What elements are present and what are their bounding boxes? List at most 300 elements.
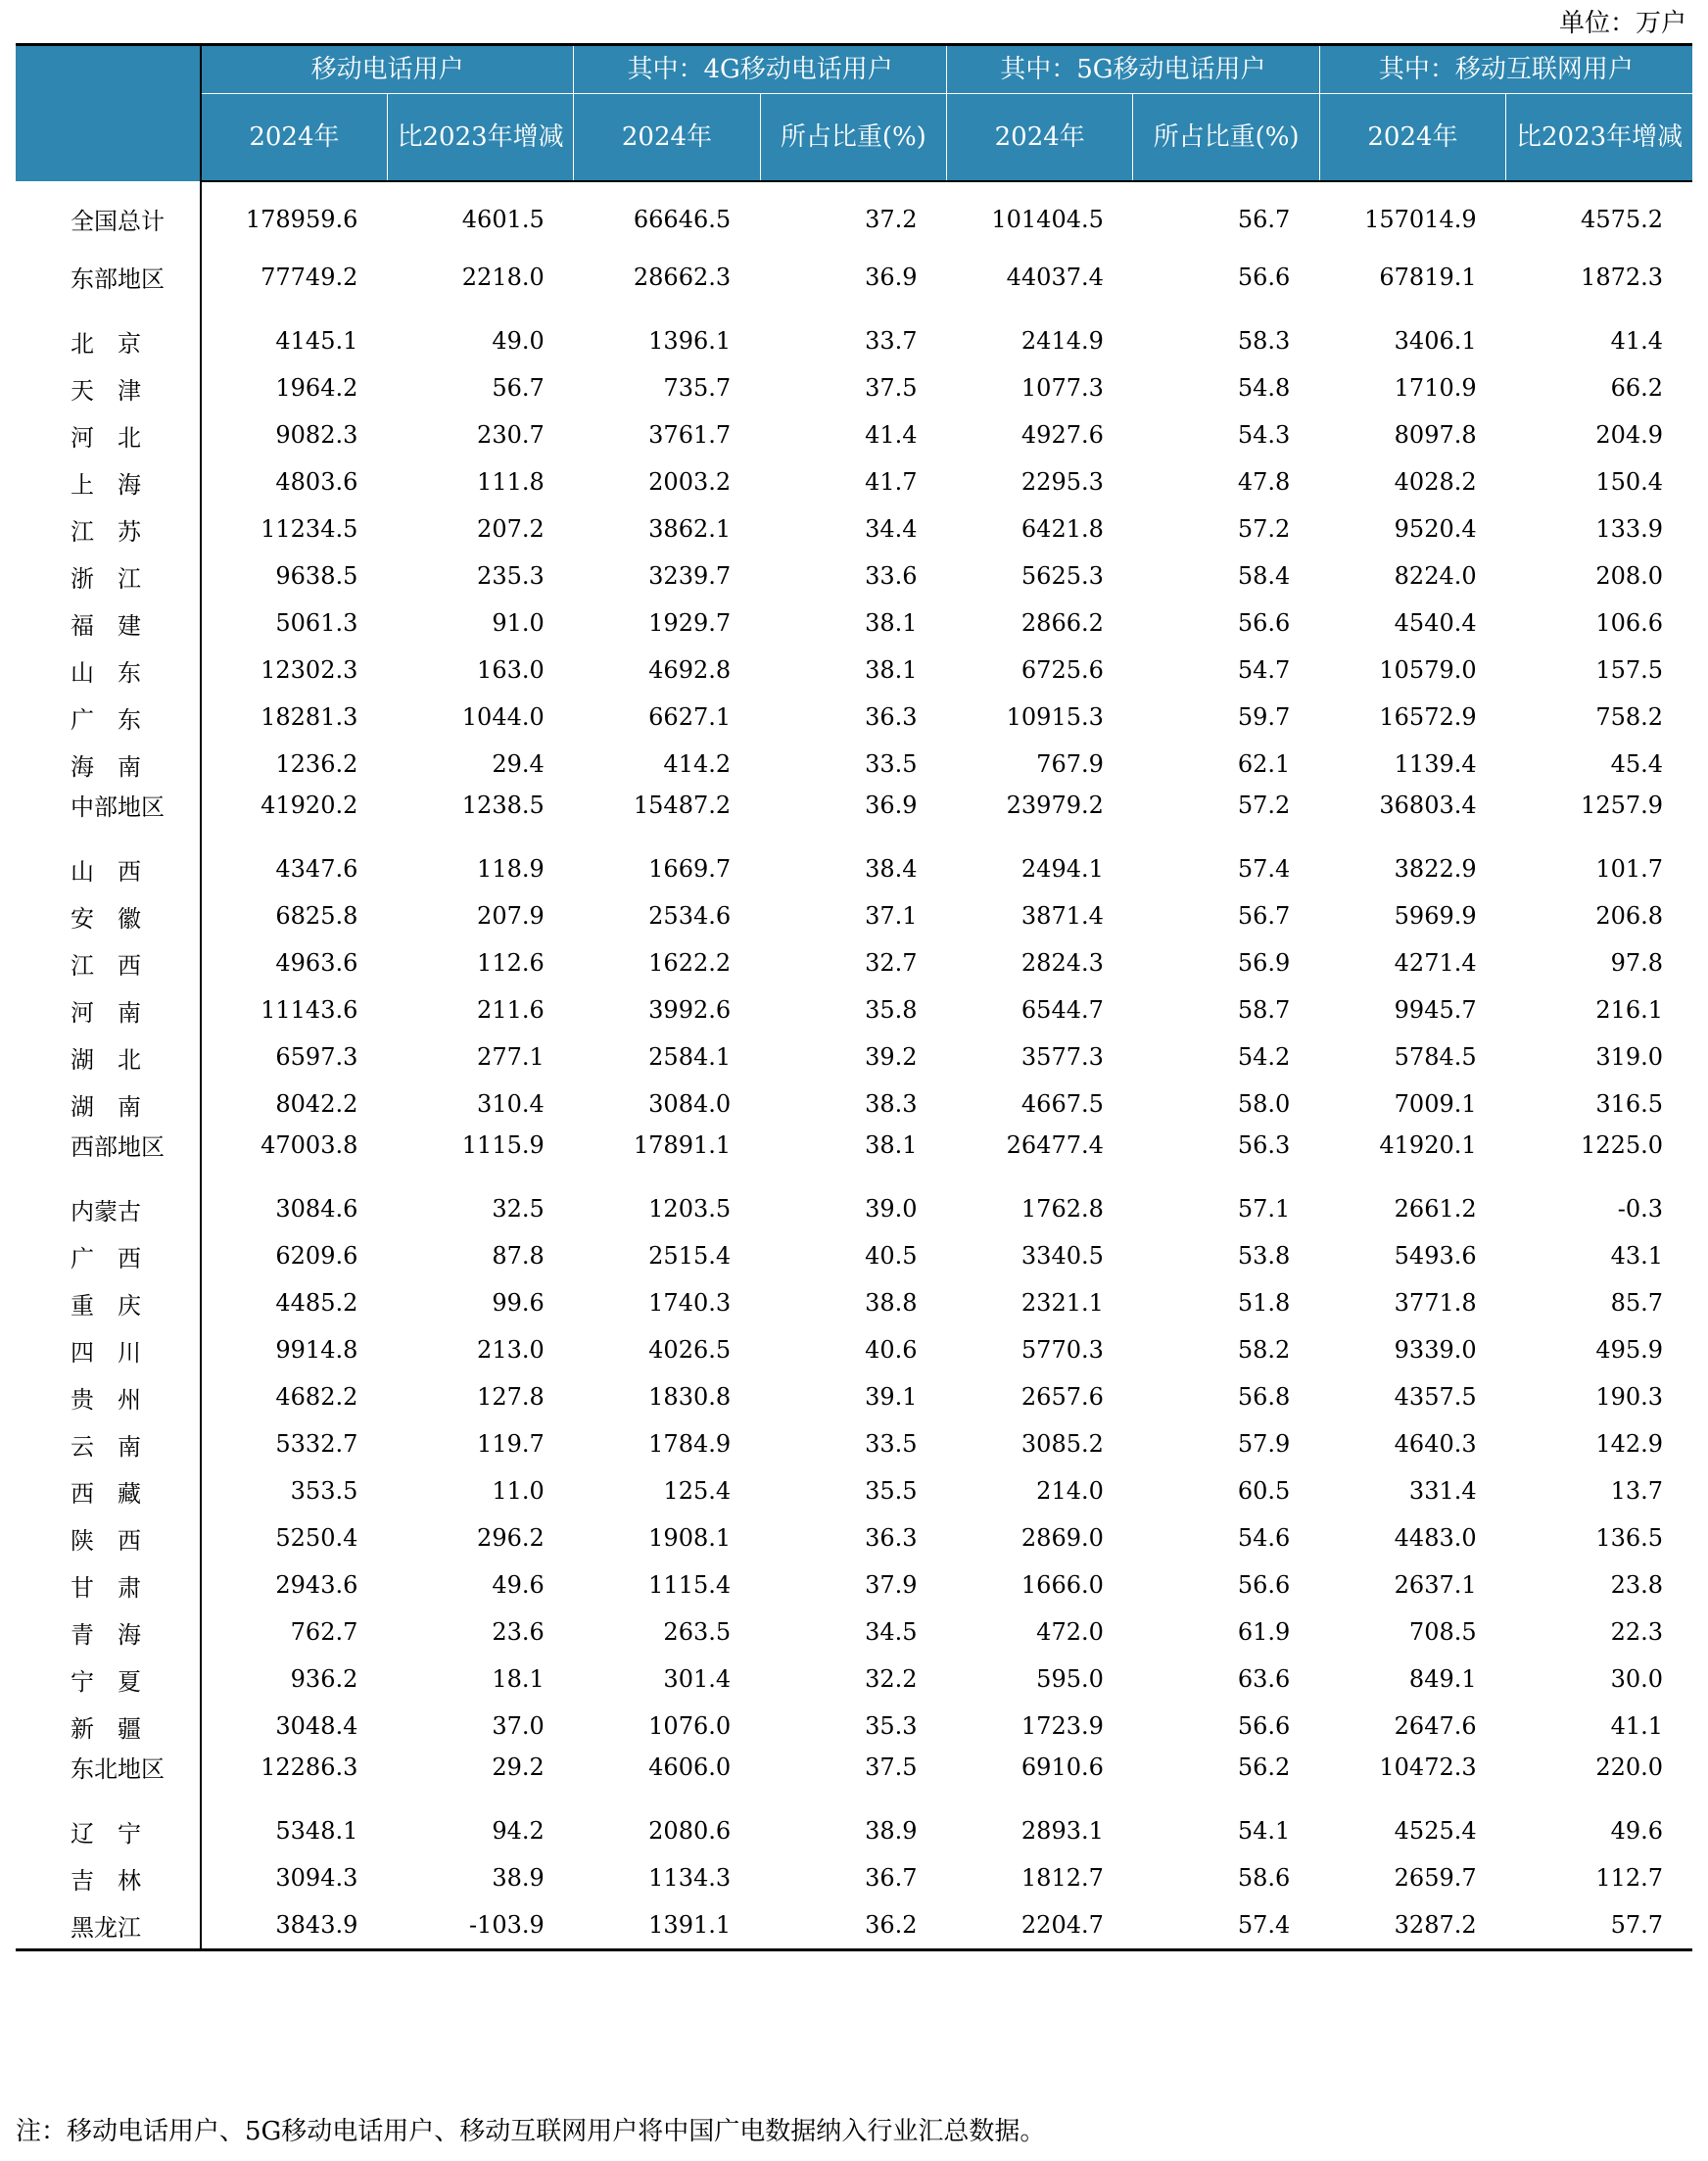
value-cell: 1076.0 — [648, 1712, 732, 1740]
value-cell: 29.2 — [492, 1753, 545, 1781]
row-label: 河 北 — [16, 411, 201, 458]
header-sub-cell: 比2023年增减 — [387, 94, 573, 182]
value-cell: 2295.3 — [1020, 468, 1104, 496]
header-sub-cell: 2024年 — [201, 94, 387, 182]
spacer-cell — [1506, 181, 1692, 202]
value-cell: 59.7 — [1237, 703, 1291, 731]
value-cell: 213.0 — [477, 1336, 545, 1364]
value-cell: 3048.4 — [275, 1712, 358, 1740]
value-cell: 38.9 — [492, 1864, 545, 1892]
province-row — [16, 1467, 1692, 1514]
row-label: 辽 宁 — [16, 1807, 201, 1854]
mobile-users-table — [16, 43, 1692, 1951]
value-cell: 26477.4 — [1006, 1130, 1104, 1159]
value-cell: 6627.1 — [648, 703, 732, 731]
value-cell: 38.1 — [865, 1130, 918, 1159]
value-cell: 8224.0 — [1394, 562, 1477, 590]
unit-label: 单位：万户 — [1558, 9, 1686, 38]
province-row — [16, 411, 1692, 458]
value-cell: 62.1 — [1237, 750, 1291, 778]
row-label: 浙 江 — [16, 552, 201, 600]
value-cell: 9339.0 — [1394, 1336, 1477, 1364]
value-cell: 1929.7 — [648, 609, 732, 637]
value-cell: 33.5 — [865, 1430, 918, 1458]
row-label: 全国总计 — [16, 202, 201, 236]
value-cell: 2866.2 — [1020, 609, 1104, 637]
row-label: 青 海 — [16, 1609, 201, 1656]
province-row — [16, 1656, 1692, 1703]
value-cell: 204.9 — [1595, 421, 1664, 449]
value-cell: 54.1 — [1237, 1817, 1291, 1845]
value-cell: 41920.2 — [261, 791, 358, 819]
value-cell: 4271.4 — [1394, 949, 1477, 977]
value-cell: 133.9 — [1595, 515, 1664, 543]
value-cell: 111.8 — [477, 468, 545, 496]
province-row — [16, 1326, 1692, 1373]
spacer-cell — [1133, 181, 1319, 202]
value-cell: 40.5 — [865, 1242, 918, 1270]
row-label: 甘 肃 — [16, 1561, 201, 1609]
spacer-cell — [1133, 822, 1319, 845]
value-cell: 5770.3 — [1020, 1336, 1104, 1364]
value-cell: 735.7 — [663, 374, 732, 402]
spacer-cell — [201, 1162, 387, 1185]
value-cell: 101404.5 — [991, 205, 1104, 233]
value-cell: 61.9 — [1237, 1618, 1291, 1646]
province-row — [16, 458, 1692, 505]
row-label: 北 京 — [16, 317, 201, 364]
value-cell: 1134.3 — [648, 1864, 732, 1892]
value-cell: 2321.1 — [1020, 1289, 1104, 1317]
value-cell: 32.2 — [865, 1665, 918, 1693]
spacer-cell — [1319, 1784, 1505, 1807]
spacer-cell — [574, 294, 760, 317]
value-cell: 56.7 — [1237, 902, 1291, 930]
spacer-cell — [760, 181, 946, 202]
value-cell: 49.6 — [492, 1571, 545, 1599]
value-cell: 47.8 — [1237, 468, 1291, 496]
row-label: 河 南 — [16, 986, 201, 1033]
value-cell: 18281.3 — [261, 703, 358, 731]
value-cell: 77749.2 — [261, 263, 358, 291]
header-sub-cell: 比2023年增减 — [1506, 94, 1692, 182]
value-cell: 5348.1 — [275, 1817, 358, 1845]
value-cell: 56.3 — [1237, 1130, 1291, 1159]
spacer-cell — [201, 822, 387, 845]
value-cell: 57.4 — [1237, 855, 1291, 883]
value-cell: 4485.2 — [275, 1289, 358, 1317]
row-label: 山 东 — [16, 647, 201, 694]
spacer-cell — [574, 1784, 760, 1807]
spacer-cell — [574, 1162, 760, 1185]
value-cell: 38.9 — [865, 1817, 918, 1845]
value-cell: 4540.4 — [1394, 609, 1477, 637]
value-cell: 1812.7 — [1020, 1864, 1104, 1892]
spacer-cell — [16, 181, 201, 202]
value-cell: 849.1 — [1408, 1665, 1477, 1693]
value-cell: 7009.1 — [1394, 1090, 1477, 1118]
value-cell: 1225.0 — [1581, 1130, 1664, 1159]
value-cell: 3287.2 — [1319, 1901, 1505, 1950]
row-label: 广 东 — [16, 694, 201, 741]
region-total-row — [16, 260, 1692, 294]
value-cell: 708.5 — [1408, 1618, 1477, 1646]
value-cell: 56.6 — [1237, 1712, 1291, 1740]
province-row — [16, 939, 1692, 986]
value-cell: 4606.0 — [648, 1753, 732, 1781]
value-cell: 10915.3 — [1006, 703, 1104, 731]
value-cell: 1236.2 — [275, 750, 358, 778]
province-row — [16, 1232, 1692, 1279]
spacer-cell — [387, 822, 573, 845]
value-cell: 40.6 — [865, 1336, 918, 1364]
table-body — [16, 181, 1692, 1950]
value-cell: 2515.4 — [648, 1242, 732, 1270]
value-cell: 595.0 — [1036, 1665, 1104, 1693]
value-cell: 85.7 — [1610, 1289, 1664, 1317]
value-cell: 33.7 — [865, 327, 918, 355]
value-cell: 58.4 — [1237, 562, 1291, 590]
spacer-cell — [1319, 822, 1505, 845]
spacer-cell — [760, 822, 946, 845]
value-cell: 11234.5 — [261, 515, 358, 543]
region-total-row — [16, 788, 1692, 822]
value-cell: 57.1 — [1237, 1195, 1291, 1223]
row-label: 湖 北 — [16, 1033, 201, 1080]
value-cell: 214.0 — [1036, 1477, 1104, 1505]
row-label: 陕 西 — [16, 1514, 201, 1561]
value-cell: 1203.5 — [648, 1195, 732, 1223]
row-label: 天 津 — [16, 364, 201, 411]
header-group-row — [16, 45, 1692, 94]
value-cell: 38.4 — [865, 855, 918, 883]
row-label: 东部地区 — [16, 260, 201, 294]
value-cell: 230.7 — [477, 421, 545, 449]
value-cell: 54.3 — [1237, 421, 1291, 449]
value-cell: 57.9 — [1237, 1430, 1291, 1458]
value-cell: 1740.3 — [648, 1289, 732, 1317]
header-corner-cell — [16, 45, 201, 182]
value-cell: 18.1 — [492, 1665, 545, 1693]
value-cell: 10472.3 — [1379, 1753, 1477, 1781]
value-cell: 495.9 — [1595, 1336, 1664, 1364]
value-cell: 4525.4 — [1394, 1817, 1477, 1845]
spacer-cell — [1133, 236, 1319, 260]
spacer-cell — [1133, 294, 1319, 317]
value-cell: -103.9 — [387, 1901, 573, 1950]
value-cell: 936.2 — [290, 1665, 358, 1693]
value-cell: 2647.6 — [1394, 1712, 1477, 1740]
value-cell: 1396.1 — [648, 327, 732, 355]
footnote: 注：移动电话用户、5G移动电话用户、移动互联网用户将中国广电数据纳入行业汇总数据。 — [16, 2117, 1046, 2146]
province-row — [16, 1373, 1692, 1420]
value-cell: 4347.6 — [275, 855, 358, 883]
value-cell: 1238.5 — [461, 791, 545, 819]
province-row — [16, 1033, 1692, 1080]
value-cell: 220.0 — [1595, 1753, 1664, 1781]
value-cell: 4682.2 — [275, 1383, 358, 1411]
value-cell: 4357.5 — [1394, 1383, 1477, 1411]
value-cell: 2661.2 — [1394, 1195, 1477, 1223]
value-cell: 2943.6 — [275, 1571, 358, 1599]
value-cell: 216.1 — [1595, 996, 1664, 1024]
value-cell: 3862.1 — [648, 515, 732, 543]
spacer-cell — [574, 181, 760, 202]
row-label: 内蒙古 — [16, 1185, 201, 1232]
province-row — [16, 845, 1692, 892]
value-cell: 41.1 — [1610, 1712, 1664, 1740]
value-cell: 767.9 — [1036, 750, 1104, 778]
value-cell: 2494.1 — [1020, 855, 1104, 883]
value-cell: 235.3 — [477, 562, 545, 590]
value-cell: 38.1 — [865, 609, 918, 637]
value-cell: 12286.3 — [261, 1753, 358, 1781]
value-cell: 1723.9 — [1020, 1712, 1104, 1740]
province-row — [16, 694, 1692, 741]
value-cell: 207.9 — [477, 902, 545, 930]
value-cell: 2003.2 — [648, 468, 732, 496]
value-cell: 142.9 — [1595, 1430, 1664, 1458]
value-cell: 37.9 — [865, 1571, 918, 1599]
province-row — [16, 892, 1692, 939]
value-cell: 758.2 — [1595, 703, 1664, 731]
value-cell: 60.5 — [1237, 1477, 1291, 1505]
value-cell: 38.3 — [865, 1090, 918, 1118]
value-cell: 2893.1 — [1020, 1817, 1104, 1845]
value-cell: 208.0 — [1595, 562, 1664, 590]
value-cell: 1830.8 — [648, 1383, 732, 1411]
value-cell: 2414.9 — [1020, 327, 1104, 355]
province-row — [16, 986, 1692, 1033]
spacer-cell — [574, 822, 760, 845]
spacer-cell — [387, 181, 573, 202]
region-total-row — [16, 202, 1692, 236]
value-cell: 32.7 — [865, 949, 918, 977]
value-cell: 35.8 — [865, 996, 918, 1024]
value-cell: 1908.1 — [648, 1524, 732, 1552]
value-cell: 2869.0 — [1020, 1524, 1104, 1552]
value-cell: 157014.9 — [1364, 205, 1477, 233]
province-row — [16, 317, 1692, 364]
value-cell: 6825.8 — [275, 902, 358, 930]
value-cell: 3822.9 — [1394, 855, 1477, 883]
spacer-cell — [760, 294, 946, 317]
value-cell: 4026.5 — [648, 1336, 732, 1364]
region-total-row — [16, 1750, 1692, 1784]
province-row — [16, 1420, 1692, 1467]
spacer-cell — [201, 294, 387, 317]
value-cell: 56.7 — [1237, 205, 1291, 233]
value-cell: 4601.5 — [461, 205, 545, 233]
spacer-cell — [1506, 1162, 1692, 1185]
spacer-cell — [574, 236, 760, 260]
spacer-row — [16, 1784, 1692, 1807]
spacer-cell — [1319, 181, 1505, 202]
value-cell: 1872.3 — [1581, 263, 1664, 291]
value-cell: 3084.0 — [648, 1090, 732, 1118]
value-cell: 56.9 — [1237, 949, 1291, 977]
row-label: 江 苏 — [16, 505, 201, 552]
value-cell: 49.6 — [1610, 1817, 1664, 1845]
province-row — [16, 552, 1692, 600]
value-cell: 33.5 — [865, 750, 918, 778]
value-cell: 211.6 — [477, 996, 545, 1024]
value-cell: 36803.4 — [1379, 791, 1477, 819]
value-cell: 3340.5 — [1020, 1242, 1104, 1270]
row-label: 东北地区 — [16, 1750, 201, 1784]
value-cell: 163.0 — [477, 656, 545, 684]
province-row — [16, 1185, 1692, 1232]
value-cell: 3084.6 — [275, 1195, 358, 1223]
header-group-mobile-users: 移动电话用户 — [201, 45, 574, 94]
spacer-cell — [760, 1162, 946, 1185]
row-label: 福 建 — [16, 600, 201, 647]
value-cell: 87.8 — [492, 1242, 545, 1270]
value-cell: 35.5 — [865, 1477, 918, 1505]
row-label: 上 海 — [16, 458, 201, 505]
province-row — [16, 1514, 1692, 1561]
province-row — [16, 600, 1692, 647]
value-cell: 5493.6 — [1394, 1242, 1477, 1270]
row-label: 安 徽 — [16, 892, 201, 939]
value-cell: 3085.2 — [1020, 1430, 1104, 1458]
value-cell: 414.2 — [663, 750, 732, 778]
row-label: 中部地区 — [16, 788, 201, 822]
value-cell: 277.1 — [477, 1043, 545, 1071]
value-cell: 118.9 — [477, 855, 545, 883]
spacer-row — [16, 294, 1692, 317]
value-cell: 1669.7 — [648, 855, 732, 883]
row-label: 江 西 — [16, 939, 201, 986]
row-label: 西部地区 — [16, 1128, 201, 1162]
spacer-cell — [201, 1784, 387, 1807]
spacer-row — [16, 822, 1692, 845]
value-cell: 472.0 — [1036, 1618, 1104, 1646]
value-cell: 296.2 — [477, 1524, 545, 1552]
value-cell: 6725.6 — [1020, 656, 1104, 684]
value-cell: 319.0 — [1595, 1043, 1664, 1071]
value-cell: 2584.1 — [648, 1043, 732, 1071]
header-sub-cell: 所占比重(%) — [1133, 94, 1319, 182]
value-cell: 2534.6 — [648, 902, 732, 930]
spacer-cell — [760, 236, 946, 260]
value-cell: 6910.6 — [1020, 1753, 1104, 1781]
value-cell: 5625.3 — [1020, 562, 1104, 590]
value-cell: 29.4 — [492, 750, 545, 778]
province-row — [16, 1807, 1692, 1854]
value-cell: 45.4 — [1610, 750, 1664, 778]
value-cell: 11143.6 — [261, 996, 358, 1024]
value-cell: 57.2 — [1237, 791, 1291, 819]
row-label: 新 疆 — [16, 1703, 201, 1750]
value-cell: -0.3 — [1617, 1195, 1664, 1223]
spacer-cell — [16, 236, 201, 260]
value-cell: 34.5 — [865, 1618, 918, 1646]
value-cell: 53.8 — [1237, 1242, 1291, 1270]
value-cell: 66646.5 — [633, 205, 732, 233]
spacer-cell — [1319, 294, 1505, 317]
value-cell: 17891.1 — [633, 1130, 732, 1159]
value-cell: 35.3 — [865, 1712, 918, 1740]
spacer-row — [16, 236, 1692, 260]
province-row — [16, 1561, 1692, 1609]
value-cell: 762.7 — [290, 1618, 358, 1646]
value-cell: 56.7 — [492, 374, 545, 402]
value-cell: 57.2 — [1237, 515, 1291, 543]
province-row — [16, 1279, 1692, 1326]
spacer-cell — [947, 1784, 1133, 1807]
value-cell: 36.3 — [865, 703, 918, 731]
value-cell: 2204.7 — [947, 1901, 1133, 1950]
value-cell: 94.2 — [492, 1817, 545, 1845]
row-label: 广 西 — [16, 1232, 201, 1279]
value-cell: 4927.6 — [1020, 421, 1104, 449]
value-cell: 39.2 — [865, 1043, 918, 1071]
row-label: 四 川 — [16, 1326, 201, 1373]
value-cell: 2637.1 — [1394, 1571, 1477, 1599]
value-cell: 56.6 — [1237, 263, 1291, 291]
value-cell: 127.8 — [477, 1383, 545, 1411]
value-cell: 353.5 — [290, 1477, 358, 1505]
value-cell: 1115.9 — [461, 1130, 545, 1159]
value-cell: 4640.3 — [1394, 1430, 1477, 1458]
row-label: 湖 南 — [16, 1080, 201, 1128]
value-cell: 3843.9 — [201, 1901, 387, 1950]
value-cell: 1964.2 — [275, 374, 358, 402]
spacer-cell — [947, 294, 1133, 317]
value-cell: 43.1 — [1610, 1242, 1664, 1270]
header-group-4g-users: 其中：4G移动电话用户 — [574, 45, 947, 94]
value-cell: 1762.8 — [1020, 1195, 1104, 1223]
spacer-cell — [1319, 1162, 1505, 1185]
value-cell: 6597.3 — [275, 1043, 358, 1071]
value-cell: 56.6 — [1237, 609, 1291, 637]
spacer-cell — [201, 236, 387, 260]
spacer-cell — [947, 1162, 1133, 1185]
spacer-cell — [760, 1784, 946, 1807]
province-row — [16, 741, 1692, 788]
header-sub-cell: 2024年 — [574, 94, 760, 182]
value-cell: 23.6 — [492, 1618, 545, 1646]
value-cell: 1257.9 — [1581, 791, 1664, 819]
value-cell: 3871.4 — [1020, 902, 1104, 930]
value-cell: 1077.3 — [1020, 374, 1104, 402]
spacer-cell — [1133, 1162, 1319, 1185]
header-sub-cell: 2024年 — [947, 94, 1133, 182]
value-cell: 5061.3 — [275, 609, 358, 637]
spacer-cell — [1506, 1784, 1692, 1807]
value-cell: 32.5 — [492, 1195, 545, 1223]
value-cell: 1044.0 — [461, 703, 545, 731]
spacer-row — [16, 181, 1692, 202]
value-cell: 101.7 — [1595, 855, 1664, 883]
value-cell: 91.0 — [492, 609, 545, 637]
value-cell: 3761.7 — [648, 421, 732, 449]
value-cell: 8042.2 — [275, 1090, 358, 1118]
value-cell: 125.4 — [663, 1477, 732, 1505]
value-cell: 54.6 — [1237, 1524, 1291, 1552]
value-cell: 33.6 — [865, 562, 918, 590]
value-cell: 106.6 — [1595, 609, 1664, 637]
value-cell: 190.3 — [1595, 1383, 1664, 1411]
value-cell: 1666.0 — [1020, 1571, 1104, 1599]
value-cell: 99.6 — [492, 1289, 545, 1317]
value-cell: 36.3 — [865, 1524, 918, 1552]
value-cell: 37.1 — [865, 902, 918, 930]
value-cell: 58.3 — [1237, 327, 1291, 355]
value-cell: 4803.6 — [275, 468, 358, 496]
value-cell: 9945.7 — [1394, 996, 1477, 1024]
